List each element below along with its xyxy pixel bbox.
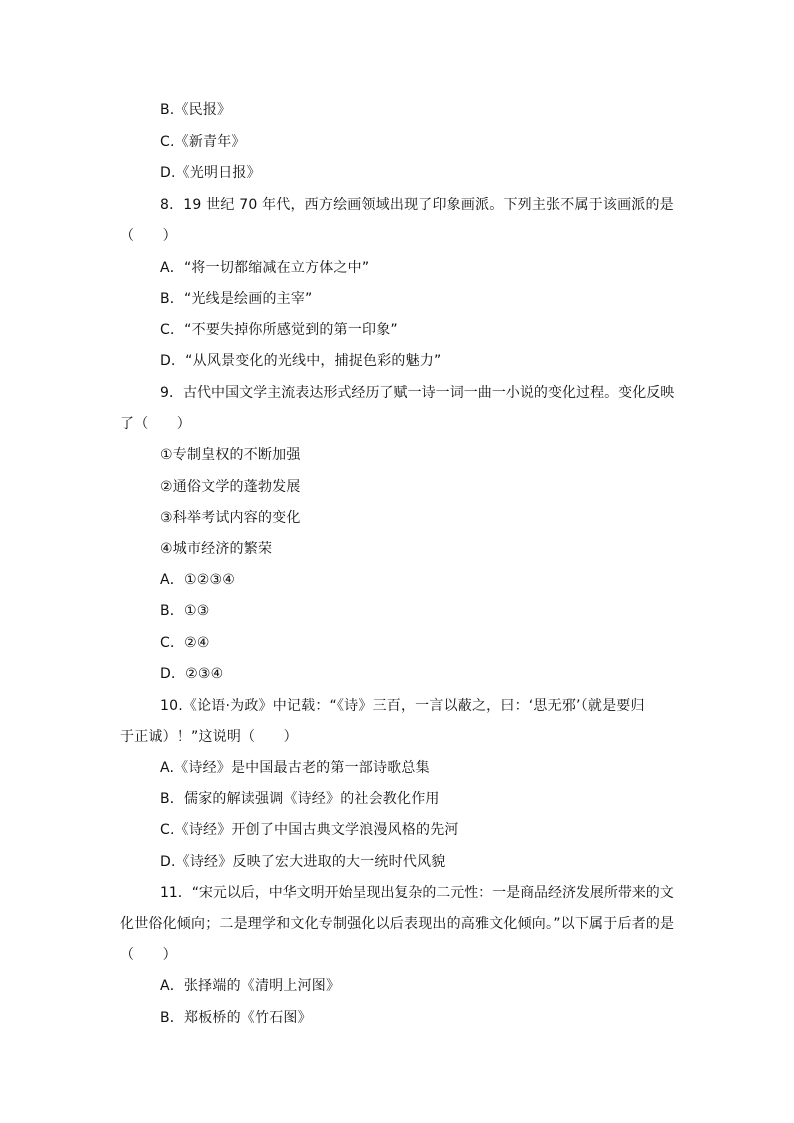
q10-option-c: C.《诗经》开创了中国古典文学浪漫风格的先河 xyxy=(160,822,459,838)
q8-stem-line2: （ ） xyxy=(120,228,177,244)
q7-option-b: B.《民报》 xyxy=(160,102,232,118)
q9-item-3: ③科举考试内容的变化 xyxy=(160,510,301,526)
q10-option-a: A.《诗经》是中国最古老的第一部诗歌总集 xyxy=(160,760,430,776)
q9-item-2: ②通俗文学的蓬勃发展 xyxy=(160,479,301,495)
q9-stem-line1: 9．古代中国文学主流表达形式经历了赋一诗一词一曲一小说的变化过程。变化反映 xyxy=(160,385,675,401)
q8-stem-line1: 8．19 世纪 70 年代，西方绘画领域出现了印象画派。下列主张不属于该画派的是 xyxy=(160,197,674,213)
q9-option-b: B．①③ xyxy=(160,603,210,619)
q8-option-c: C．“不要失掉你所感觉到的第一印象” xyxy=(160,322,398,338)
q10-option-b: B．儒家的解读强调《诗经》的社会教化作用 xyxy=(160,791,440,807)
q7-option-c: C.《新青年》 xyxy=(160,134,246,150)
q8-option-a: A．“将一切都缩减在立方体之中” xyxy=(160,260,370,276)
q11-option-a: A．张择端的《清明上河图》 xyxy=(160,978,341,994)
q11-stem-line1: 11．“宋元以后，中华文明开始呈现出复杂的二元性：一是商品经济发展所带来的文 xyxy=(160,885,674,901)
q9-stem-line2: 了（ ） xyxy=(120,416,191,432)
q9-option-c: C．②④ xyxy=(160,635,210,651)
q11-stem-line2: 化世俗化倾向；二是理学和文化专制强化以后表现出的高雅文化倾向。”以下属于后者的是 xyxy=(120,916,675,932)
q9-item-4: ④城市经济的繁荣 xyxy=(160,541,273,557)
q8-option-d: D．“从风景变化的光线中，捕捉色彩的魅力” xyxy=(160,353,442,369)
q9-option-a: A．①②③④ xyxy=(160,572,235,588)
q11-stem-line3: （ ） xyxy=(120,947,177,963)
q7-option-d: D.《光明日报》 xyxy=(160,165,261,181)
q8-option-b: B．“光线是绘画的主宰” xyxy=(160,291,313,307)
q9-item-1: ①专制皇权的不断加强 xyxy=(160,447,301,463)
q10-stem-line2: 于正诚）！”这说明（ ） xyxy=(120,729,298,745)
q10-option-d: D.《诗经》反映了宏大进取的大一统时代风貌 xyxy=(160,854,446,870)
q10-stem-line1: 10.《论语·为政》中记载：“《诗》三百，一言以蔽之，曰：‘思无邪’（就是要归 xyxy=(160,698,645,714)
q11-option-b: B．郑板桥的《竹石图》 xyxy=(160,1010,312,1026)
q9-option-d: D．②③④ xyxy=(160,666,224,682)
